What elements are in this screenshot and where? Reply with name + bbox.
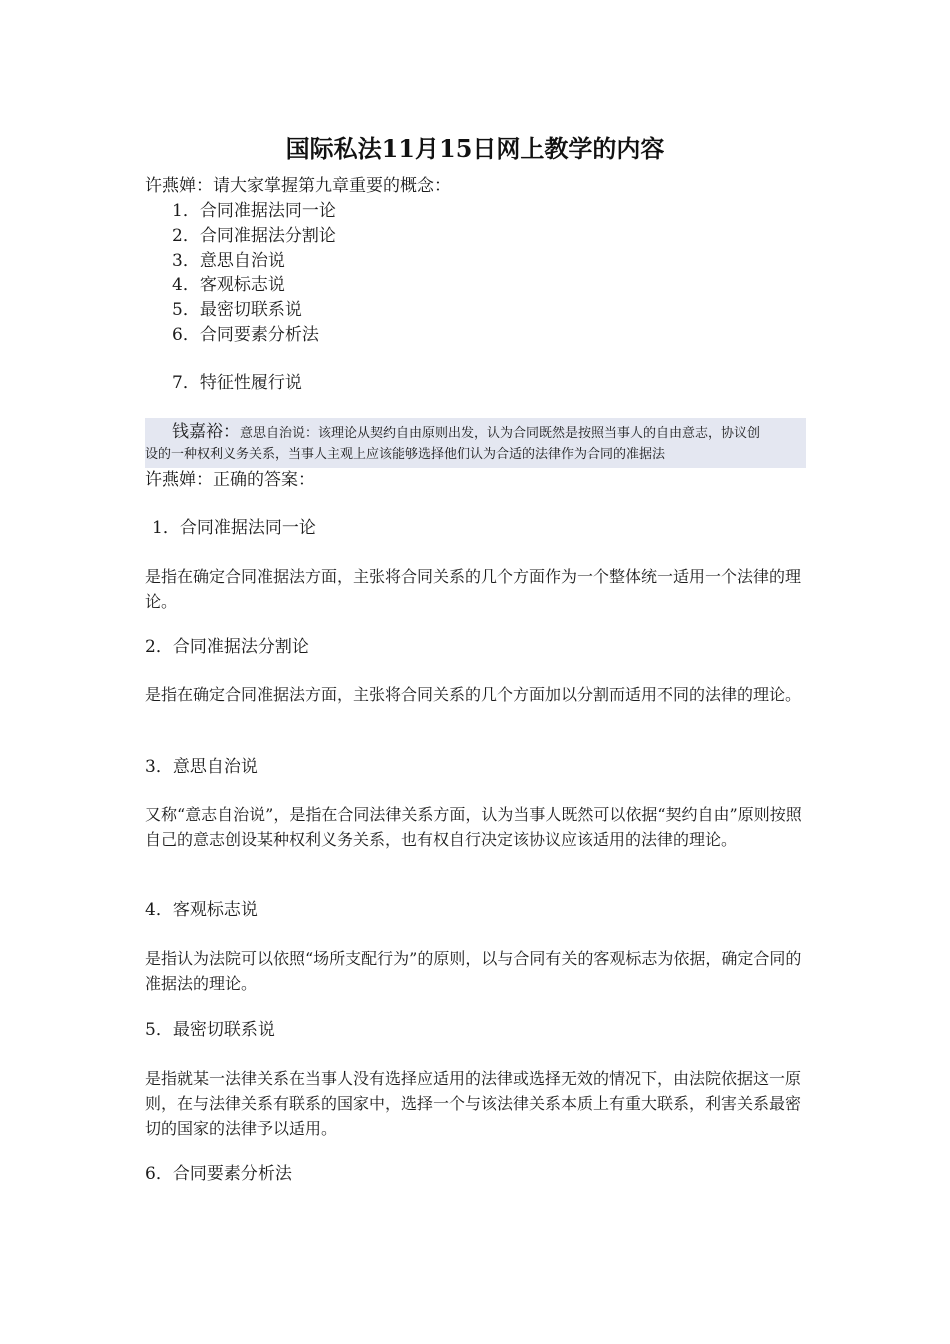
comment-line-1: 钱嘉裕：意思自治说：该理论从契约自由原则出发，认为合同既然是按照当事人的自由意志，协议创 (172, 422, 761, 442)
concept-item: 2．合同准据法分割论 (172, 226, 336, 246)
answer-heading: 4．客观标志说 (145, 900, 258, 920)
answer-intro: 许燕婵：正确的答案： (145, 470, 315, 490)
answer-heading: 1．合同准据法同一论 (152, 518, 316, 538)
answer-text: 是指认为法院可以依照“场所支配行为”的原则，以与合同有关的客观标志为依据，确定合同的准据法的理论。 (145, 949, 802, 993)
answer-text: 是指在确定合同准据法方面，主张将合同关系的几个方面加以分割而适用不同的法律的理论。 (145, 685, 802, 704)
answer-heading: 6．合同要素分析法 (145, 1164, 292, 1184)
concept-item: 5．最密切联系说 (172, 300, 302, 320)
answer-text: 又称“意志自治说”，是指在合同法律关系方面，认为当事人既然可以依据“契约自由”原则按照自己的意志创设某种权利义务关系，也有权自行决定该协议应该适用的法律的理论。 (145, 805, 802, 849)
concept-item: 4．客观标志说 (172, 275, 285, 295)
concept-item: 6．合同要素分析法 (172, 325, 319, 345)
concept-item: 3．意思自治说 (172, 251, 285, 271)
intro-line: 许燕婵：请大家掌握第九章重要的概念： (145, 176, 451, 196)
document-title: 国际私法11月15日网上教学的内容 (285, 134, 665, 163)
answer-heading: 3．意思自治说 (145, 757, 258, 777)
comment-line-2: 设的一种权利义务关系，当事人主观上应该能够选择他们认为合适的法律作为合同的准据法 (145, 447, 666, 462)
comment-author: 钱嘉裕： (172, 422, 240, 442)
concept-item: 7．特征性履行说 (172, 373, 302, 393)
answer-heading: 5．最密切联系说 (145, 1020, 275, 1040)
answer-heading: 2．合同准据法分割论 (145, 637, 309, 657)
concept-item: 1．合同准据法同一论 (172, 201, 336, 221)
answer-text: 是指就某一法律关系在当事人没有选择应适用的法律或选择无效的情况下，由法院依据这一原则，在与法律关系有联系的国家中，选择一个与该法律关系本质上有重大联系，利害关系最密切的国家的法律予以适用。 (145, 1069, 802, 1138)
answer-text: 是指在确定合同准据法方面，主张将合同关系的几个方面作为一个整体统一适用一个法律的理论。 (145, 567, 802, 611)
